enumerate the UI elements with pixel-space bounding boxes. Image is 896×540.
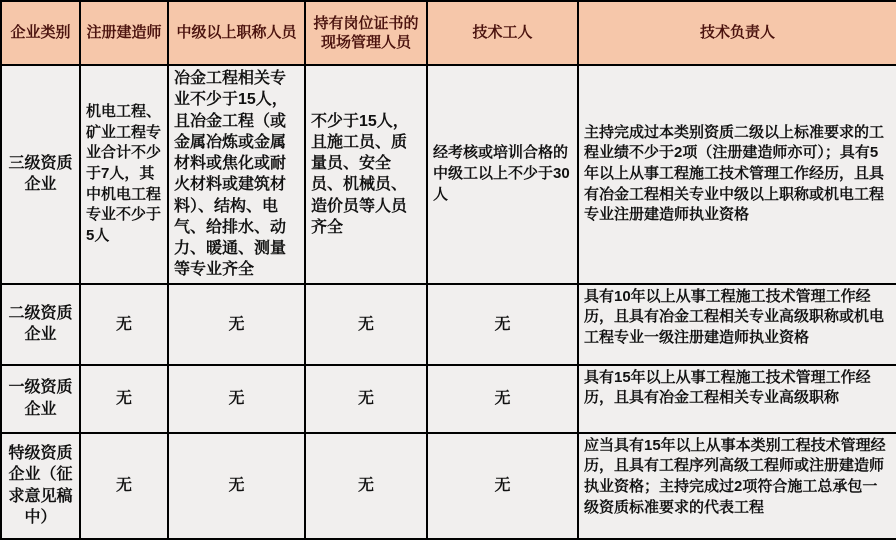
header-skilled-workers: 技术工人: [427, 1, 578, 65]
cell-site-managers: 无: [305, 284, 427, 365]
cell-technical-director: 主持完成过本类别资质二级以上标准要求的工程业绩不少于2项（注册建造师亦可）；具有5年以上从事工程施工技术管理工作经历，且具有冶金工程相关专业中级以上职称或机电工程专业注册建造师执业资格: [578, 65, 896, 284]
cell-registered-constructor: 无: [80, 433, 168, 539]
header-registered-constructor: 注册建造师: [80, 1, 168, 65]
table-row: [1, 433, 896, 539]
row-category-level3: 三级资质企业: [1, 65, 80, 284]
cell-skilled-workers: 无: [427, 433, 578, 539]
cell-technical-director: 应当具有15年以上从事本类别工程技术管理经历，且具有工程序列高级工程师或注册建造师执业资格；主持完成过2项符合施工总承包一级资质标准要求的代表工程: [578, 433, 896, 539]
cell-registered-constructor: 机电工程、矿业工程专业合计不少于7人，其中机电工程专业不少于5人: [80, 65, 168, 284]
cell-site-managers: 无: [305, 365, 427, 433]
cell-mid-level-titles: 无: [168, 433, 305, 539]
header-site-managers: 持有岗位证书的现场管理人员: [305, 1, 427, 65]
cell-technical-director: 具有15年以上从事工程施工技术管理工作经历，且具有冶金工程相关专业高级职称: [578, 365, 896, 433]
cell-registered-constructor: 无: [80, 284, 168, 365]
cell-mid-level-titles: 冶金工程相关专业不少于15人，且冶金工程（或金属冶炼或金属材料或焦化或耐火材料或建筑材料）、结构、电气、给排水、动力、暖通、测量等专业齐全: [168, 65, 305, 284]
header-mid-level-titles: 中级以上职称人员: [168, 1, 305, 65]
cell-mid-level-titles: 无: [168, 365, 305, 433]
cell-technical-director: 具有10年以上从事工程施工技术管理工作经历，且具有冶金工程相关专业高级职称或机电工程专业一级注册建造师执业资格: [578, 284, 896, 365]
table-row: [1, 284, 896, 365]
row-category-level1: 一级资质企业: [1, 365, 80, 433]
header-enterprise-category: 企业类别: [1, 1, 80, 65]
table-row: [1, 365, 896, 433]
cell-skilled-workers: 无: [427, 365, 578, 433]
cell-site-managers: 不少于15人，且施工员、质量员、安全员、机械员、造价员等人员齐全: [305, 65, 427, 284]
table-header-row: [1, 1, 896, 65]
header-technical-director: 技术负责人: [578, 1, 896, 65]
row-category-level2: 二级资质企业: [1, 284, 80, 365]
table-row: [1, 65, 896, 284]
row-category-special: 特级资质企业（征求意见稿中）: [1, 433, 80, 539]
cell-registered-constructor: 无: [80, 365, 168, 433]
cell-skilled-workers: 无: [427, 284, 578, 365]
cell-site-managers: 无: [305, 433, 427, 539]
cell-skilled-workers: 经考核或培训合格的中级工以上不少于30人: [427, 65, 578, 284]
cell-mid-level-titles: 无: [168, 284, 305, 365]
